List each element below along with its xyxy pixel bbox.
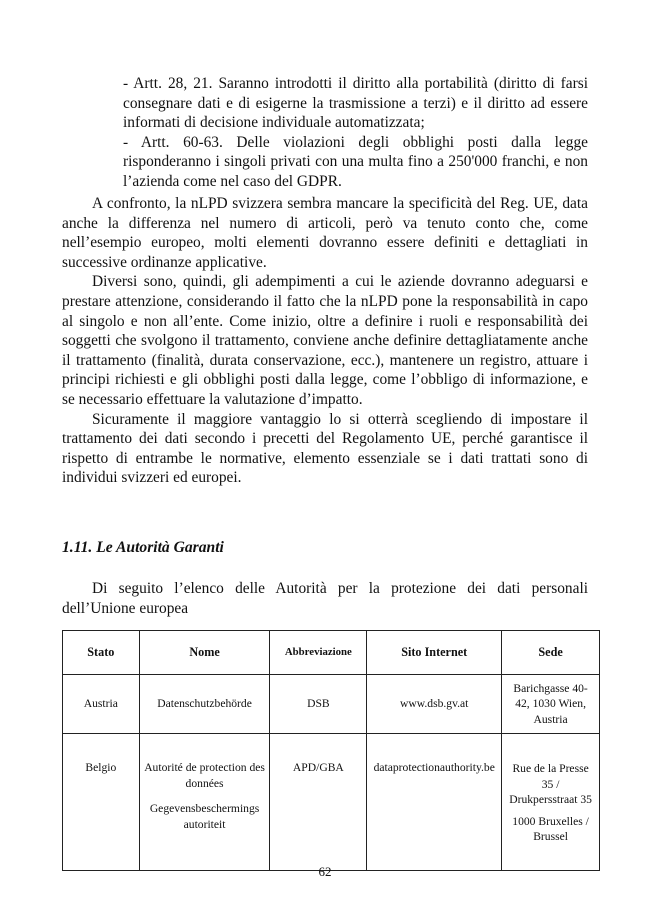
cell-sede: Barichgasse 40-42, 1030 Wien, Austria	[502, 675, 600, 734]
cell-sede	[502, 734, 600, 871]
cell-sede-secondary: 1000 Bruxelles / Brussel	[512, 814, 589, 844]
header-stato: Stato	[63, 631, 140, 675]
bullet-item: - Artt. 28, 21. Saranno introdotti il diritto alla portabilità (diritto di farsi consegnare dati e di esigerne la trasmissione a terzi) e il diritto ad essere informati di decisione individuale automatizzata;	[123, 75, 588, 132]
table-row	[63, 675, 600, 734]
paragraph: A confronto, la nLPD svizzera sembra mancare la specificità del Reg. UE, data anche la differenza nel numero di articoli, però va tenuto conto che, come nell’esempio europeo, molti elementi dovranno essere definiti e dettagliati in successive ordinanze applicative.	[62, 195, 588, 271]
section-title: 1.11. Le Autorità Garanti	[62, 539, 224, 556]
header-sede: Sede	[502, 631, 600, 675]
cell-sede-primary: Rue de la Presse 35 / Drukpersstraat 35	[509, 762, 592, 807]
cell-sito: dataprotectionauthority.be	[367, 734, 502, 871]
header-sito: Sito Internet	[367, 631, 502, 675]
cell-nome	[139, 734, 270, 871]
authorities-table	[62, 630, 600, 871]
cell-nome-primary: Autorité de protection des données	[144, 761, 265, 790]
paragraph: Sicuramente il maggiore vantaggio lo si otterrà scegliendo di impostare il trattamento dei dati secondo i precetti del Regolamento UE, perché garantisce il rispetto di entrambe le normative, elemento essenziale se i dati trattati sono di individui svizzeri ed europei.	[62, 410, 588, 487]
paragraph: Diversi sono, quindi, gli adempimenti a cui le aziende dovranno adeguarsi e prestare attenzione, considerando il fatto che la nLPD pone la responsabilità in capo al singolo e non all’ente. Come inizio, oltre a definire i ruoli e responsabilità dei soggetti che svolgono il trattamento, conviene anche definire dettagliatamente anche il trattamento (finalità, durata conservazione, ecc.), mantenere un registro, attuare i principi richiesti e gli obblighi posti dalla legge, come l’obbligo di informazione, e se necessario effettuare la valutazione d’impatto.	[62, 273, 588, 408]
lead-paragraph: Di seguito l’elenco delle Autorità per la protezione dei dati personali dell’Unione europea	[62, 580, 588, 617]
table-header-row	[63, 631, 600, 675]
table-row	[63, 734, 600, 871]
page-number: 62	[318, 864, 332, 879]
header-abbreviazione: Abbreviazione	[270, 631, 367, 675]
bullet-item: - Artt. 60-63. Delle violazioni degli obblighi posti dalla legge risponderanno i singoli privati con una multa fino a 250'000 franchi, e non l’azienda come nel caso del GDPR.	[123, 133, 588, 190]
cell-nome-secondary: Gegevensbeschermings autoriteit	[149, 802, 260, 831]
cell-nome: Datenschutzbehörde	[139, 675, 270, 734]
body-paragraphs	[62, 194, 588, 488]
cell-sito: www.dsb.gv.at	[367, 675, 502, 734]
cell-abbreviazione: DSB	[270, 675, 367, 734]
cell-abbreviazione: APD/GBA	[270, 734, 367, 871]
lead-paragraph-block	[62, 579, 588, 618]
header-nome: Nome	[139, 631, 270, 675]
cell-stato: Austria	[63, 675, 140, 734]
bullet-list	[123, 74, 588, 192]
cell-stato: Belgio	[63, 734, 140, 871]
